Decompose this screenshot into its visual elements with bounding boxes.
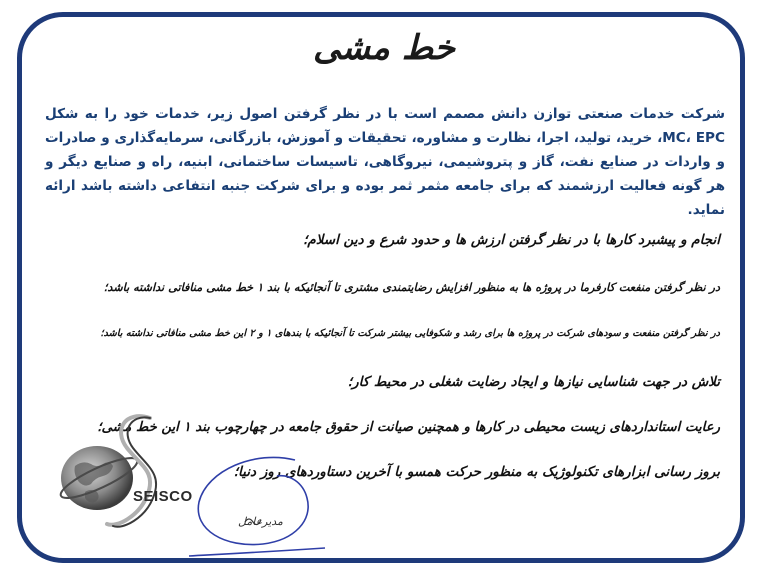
- page-title: خط مشی: [312, 28, 455, 68]
- policy-item: رعایت استانداردهای زیست محیطی در کارها و همچنین صیانت از حقوق جامعه در چهارچوب بند ۱ این خط مشی؛: [97, 420, 720, 435]
- signature-icon: [185, 452, 330, 562]
- policy-item: بروز رسانی ابزارهای تکنولوژیک به منظور حرکت همسو با آخرین دستاوردهای روز دنیا؛: [233, 464, 720, 480]
- policy-item: در نظر گرفتن منفعت کارفرما در پروژه ها به منظور افزایش رضایتمندی مشتری تا آنجائیکه با بند ۱ خط مشی منافاتی نداشته باشد؛: [103, 280, 720, 294]
- policy-item: در نظر گرفتن منفعت و سودهای شرکت در پروژه ها برای رشد و شکوفایی بیشتر شرکت تا آنجائیکه با بندهای ۱ و ۲ این خط مشی منافاتی نداشته باشد؛: [100, 328, 720, 339]
- policy-item: تلاش در جهت شناسایی نیازها و ایجاد رضایت شغلی در محیط کار؛: [347, 374, 720, 390]
- intro-paragraph: شرکت خدمات صنعتی توازن دانش مصمم است با در نظر گرفتن اصول زیر، خدمات خود را به شکل MC، EPC، خرید، تولید، اجرا، نظارت و مشاوره، تحقیقات و آموزش، بازرگانی، سرمایه‌گذاری و صادرات و واردات در صنایع نفت، گاز و پتروشیمی، نیروگاهی، تاسیسات ساختمانی، ابنیه، راه و صنایع دیگر و هر گونه فعالیت ارزشمند که برای جامعه مثمر ثمر بوده و برای شرکت جنبه انتفاعی داشته باشد ارائه نماید.: [45, 106, 725, 218]
- policy-item: انجام و پیشبرد کارها با در نظر گرفتن ارزش ها و حدود شرع و دین اسلام؛: [303, 232, 720, 248]
- logo-text: SEISCO: [133, 488, 193, 505]
- signature-label: مدیرعامل: [238, 515, 283, 528]
